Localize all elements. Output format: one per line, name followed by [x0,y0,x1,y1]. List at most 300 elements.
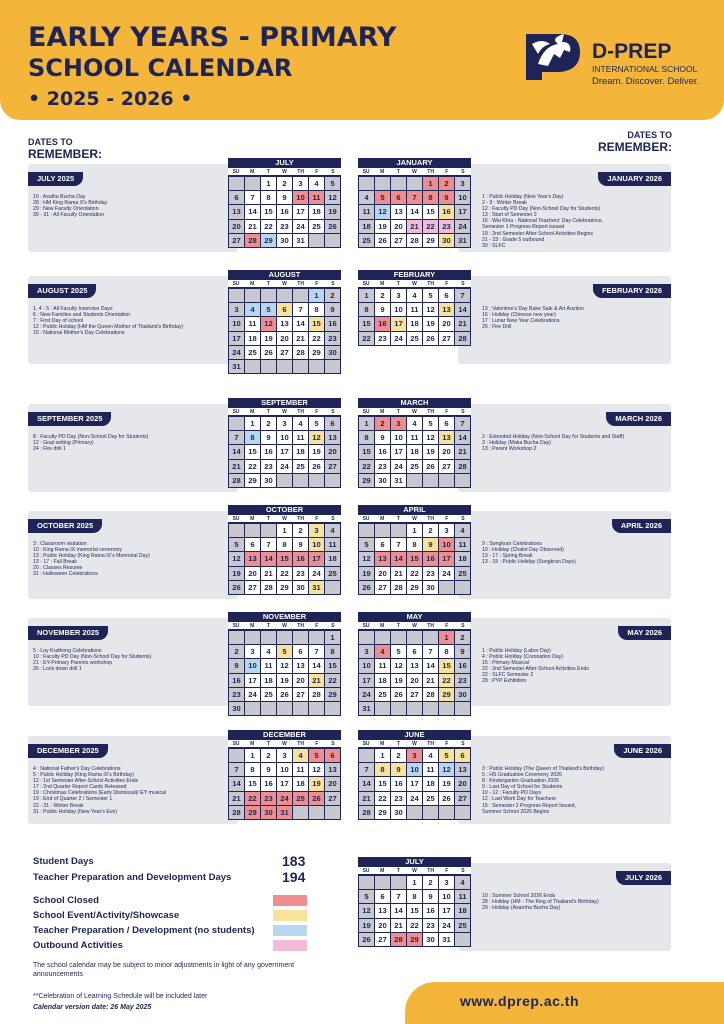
weekday-header [228,515,341,523]
day-cell: 8 [407,890,422,903]
weekday-label: SU [362,623,370,629]
day-cell: 14 [407,205,422,218]
calendar-month-title: JANUARY [396,158,433,167]
month-block-november-left [28,612,345,713]
day-grid [358,523,471,595]
day-cell: 11 [325,538,340,551]
weekday-label: F [315,169,319,175]
weekday-label: M [250,623,255,629]
day-cell: 14 [391,904,406,917]
day-cell: 16 [423,904,438,917]
day-cell: 3 [391,417,406,430]
day-cell: 11 [261,659,276,672]
day-cell: 30 [261,806,276,819]
day-cell: 17 [359,674,374,687]
day-cell: 28 [229,806,244,819]
day-cell: 2 [293,524,308,537]
day-cell: 30 [391,806,406,819]
day-cell: 10 [439,890,454,903]
day-cell: 11 [455,890,470,903]
weekday-label: SU [232,169,240,175]
empty-day-cell [277,360,292,373]
brand-tagline: Dream. Discover. Deliver. [592,76,700,87]
weekday-label: M [250,516,255,522]
day-cell: 29 [375,806,390,819]
empty-day-cell [293,289,308,302]
day-cell: 11 [245,317,260,330]
day-cell: 10 [391,303,406,316]
day-cell: 9 [325,303,340,316]
day-grid [358,176,471,248]
day-cell: 1 [245,749,260,762]
events-list: 8 : Faculty PD Day (Non-School Day for Students) 12 : Goal setting (Primary) 24 : Fire drill 1 [33,434,149,453]
day-cell: 4 [325,524,340,537]
dates-right-small: DATES TO [627,130,672,140]
day-cell: 10 [391,431,406,444]
month-block-december-left [28,730,345,828]
day-cell: 15 [245,777,260,790]
empty-day-cell [261,524,276,537]
month-block-june-right [358,730,671,828]
empty-day-cell [325,234,340,247]
empty-day-cell [261,631,276,644]
empty-day-cell [375,177,390,190]
day-cell: 31 [439,933,454,946]
empty-day-cell [423,631,438,644]
website-link[interactable]: www.dprep.ac.th [460,993,579,1009]
weekday-label: S [331,741,335,747]
day-cell: 9 [439,191,454,204]
day-cell: 25 [261,688,276,701]
day-cell: 26 [375,234,390,247]
day-cell: 12 [391,659,406,672]
day-cell: 4 [423,749,438,762]
day-cell: 25 [407,460,422,473]
day-cell: 16 [325,317,340,330]
day-cell: 2 [375,417,390,430]
weekday-label: T [396,623,400,629]
day-cell: 18 [407,445,422,458]
day-cell: 24 [229,346,244,359]
day-cell: 8 [423,191,438,204]
day-cell: 22 [309,332,324,345]
weekday-label: T [266,516,270,522]
day-cell: 5 [309,417,324,430]
day-cell: 16 [277,205,292,218]
weekday-label: M [380,623,385,629]
day-cell: 4 [261,645,276,658]
day-cell: 24 [293,220,308,233]
day-cell: 4 [359,191,374,204]
weekday-label: F [445,281,449,287]
empty-day-cell [391,876,406,889]
empty-day-cell [325,474,340,487]
empty-day-cell [309,474,324,487]
empty-day-cell [245,289,260,302]
day-cell: 18 [261,674,276,687]
day-cell: 23 [261,792,276,805]
day-cell: 21 [229,460,244,473]
weekday-label: W [412,741,417,747]
day-cell: 5 [423,417,438,430]
empty-day-cell [375,876,390,889]
day-cell: 8 [359,431,374,444]
day-cell: 6 [439,289,454,302]
calendar-month-title: DECEMBER [263,730,306,739]
day-cell: 17 [439,904,454,917]
day-cell: 7 [309,645,324,658]
day-cell: 20 [375,919,390,932]
weekday-label: S [461,516,465,522]
day-cell: 13 [229,205,244,218]
calendar-november [228,612,341,716]
day-cell: 18 [423,777,438,790]
day-cell: 15 [359,317,374,330]
day-cell: 15 [439,659,454,672]
day-cell: 16 [293,552,308,565]
day-cell: 14 [455,303,470,316]
title-line-2: SCHOOL CALENDAR [28,54,293,82]
day-cell: 17 [309,552,324,565]
empty-day-cell [375,524,390,537]
month-block-october-left [28,505,345,603]
day-cell: 23 [277,220,292,233]
month-block-may-right [358,612,671,713]
weekday-label: T [266,281,270,287]
day-cell: 17 [245,674,260,687]
legend-outbound-label: Outbound Activities [33,940,123,951]
day-cell: 17 [439,552,454,565]
day-cell: 28 [229,474,244,487]
day-cell: 2 [325,289,340,302]
events-list: 3 : Public Holiday (The Queen of Thailand's Birthday) 5 : HS Graduation Ceremony 2026 8 : Kindergarten Graduation 2026 9 : Last Day of School for Students 10 - 12 : Faculty PD Days 12 : Last Work Day for Teachers 15 : Semester 2 Progress Report Issued, Summer School 2026 Begins [482,766,604,815]
day-cell: 14 [359,777,374,790]
calendar-july [358,857,471,947]
adjustment-note: The school calendar may be subject to minor adjustments in light of any government announcements [33,962,295,978]
day-cell: 29 [277,581,292,594]
day-cell: 18 [325,552,340,565]
weekday-header [228,622,341,630]
day-cell: 22 [245,792,260,805]
day-grid [228,416,341,488]
weekday-label: W [282,741,287,747]
day-cell: 1 [325,631,340,644]
day-cell: 15 [407,552,422,565]
day-cell: 28 [391,581,406,594]
month-block-march-right [358,398,671,496]
day-grid [358,630,471,716]
empty-day-cell [407,177,422,190]
day-cell: 12 [277,659,292,672]
day-cell: 20 [391,220,406,233]
weekday-label: S [331,281,335,287]
weekday-header [358,168,471,176]
month-tag: JULY 2026 [616,871,671,885]
dates-right-big: REMEMBER: [598,140,672,154]
day-cell: 16 [439,205,454,218]
weekday-label: W [412,516,417,522]
day-cell: 20 [455,777,470,790]
empty-day-cell [309,360,324,373]
day-cell: 6 [229,191,244,204]
weekday-label: W [412,868,417,874]
day-cell: 20 [325,777,340,790]
month-tag: JULY 2025 [28,172,83,186]
day-cell: 2 [423,876,438,889]
day-cell: 22 [261,220,276,233]
weekday-label: M [250,169,255,175]
day-cell: 2 [375,289,390,302]
calendar-july [228,158,341,248]
day-cell: 7 [229,763,244,776]
weekday-header [358,740,471,748]
legend-outbound-swatch [273,940,307,951]
day-cell: 12 [375,205,390,218]
events-list: 1 : Public Holiday (Labor Day) 4 : Public Holiday (Coronation Day) 15 : Primary Musical 22 : 2nd Semester After-School Activities Ends 22 : SLFC Semester 2 29 : PYP Exhibition [482,648,589,685]
day-cell: 19 [375,220,390,233]
weekday-label: T [396,741,400,747]
empty-day-cell [309,631,324,644]
day-cell: 31 [229,360,244,373]
weekday-label: TH [427,623,434,629]
day-cell: 29 [407,933,422,946]
calendar-june [358,730,471,820]
weekday-label: M [380,409,385,415]
day-cell: 2 [261,417,276,430]
day-cell: 8 [375,763,390,776]
day-cell: 13 [375,552,390,565]
day-cell: 26 [325,220,340,233]
day-cell: 3 [359,645,374,658]
day-cell: 28 [309,688,324,701]
day-cell: 18 [455,904,470,917]
day-cell: 19 [423,317,438,330]
day-cell: 15 [423,205,438,218]
day-cell: 27 [407,688,422,701]
day-cell: 13 [293,659,308,672]
weekday-label: SU [362,516,370,522]
day-cell: 10 [293,191,308,204]
weekday-label: M [380,868,385,874]
calendar-may [358,612,471,716]
weekday-label: T [396,516,400,522]
empty-day-cell [293,702,308,715]
day-cell: 14 [229,445,244,458]
day-cell: 17 [455,205,470,218]
day-cell: 14 [293,317,308,330]
day-cell: 18 [309,205,324,218]
day-grid [358,416,471,488]
weekday-label: S [331,409,335,415]
day-cell: 27 [439,460,454,473]
day-cell: 6 [455,749,470,762]
day-cell: 28 [359,806,374,819]
day-cell: 10 [277,431,292,444]
month-block-april-right [358,505,671,603]
day-cell: 5 [423,289,438,302]
weekday-label: M [250,281,255,287]
day-cell: 23 [325,332,340,345]
day-cell: 21 [261,567,276,580]
empty-day-cell [229,417,244,430]
day-cell: 24 [359,688,374,701]
day-cell: 29 [407,581,422,594]
day-cell: 3 [277,417,292,430]
weekday-header [228,740,341,748]
day-cell: 18 [245,332,260,345]
day-cell: 7 [261,538,276,551]
weekday-label: SU [362,868,370,874]
day-cell: 24 [277,792,292,805]
day-cell: 23 [439,220,454,233]
day-cell: 25 [455,919,470,932]
empty-day-cell [407,474,422,487]
day-cell: 13 [277,317,292,330]
day-cell: 26 [423,332,438,345]
day-cell: 15 [245,445,260,458]
day-cell: 25 [423,792,438,805]
day-cell: 29 [245,806,260,819]
day-cell: 28 [261,581,276,594]
weekday-label: SU [232,516,240,522]
events-list: 3 : Classroom visitation 10 : King Rama IX memorial ceremony 13 : Public Holiday (King Rama IX's Memorial Day) 13 - 17 : Fall Break 20 : Classes Resume 31 : Halloween Celebrations [33,541,150,578]
day-cell: 30 [293,581,308,594]
month-block-august-left [28,270,345,371]
calendar-august [228,270,341,374]
teacher-days-label: Teacher Preparation and Development Days [33,872,232,883]
day-cell: 20 [277,332,292,345]
legend-event-swatch [273,910,307,921]
calendar-march [358,398,471,488]
empty-day-cell [359,631,374,644]
month-tag: SEPTEMBER 2025 [28,412,111,426]
empty-day-cell [245,702,260,715]
day-cell: 30 [229,702,244,715]
day-cell: 12 [359,552,374,565]
day-cell: 21 [455,445,470,458]
weekday-label: TH [297,623,304,629]
day-cell: 25 [359,234,374,247]
calendar-september [228,398,341,488]
day-cell: 17 [277,445,292,458]
empty-day-cell [439,581,454,594]
weekday-label: F [315,741,319,747]
calendar-month-title: AUGUST [268,270,301,279]
empty-day-cell [455,581,470,594]
day-cell: 19 [423,445,438,458]
weekday-label: TH [297,169,304,175]
day-cell: 8 [245,431,260,444]
day-cell: 4 [293,749,308,762]
day-cell: 16 [375,445,390,458]
calendar-month-title: JULY [405,857,424,866]
day-cell: 27 [277,346,292,359]
day-cell: 19 [359,567,374,580]
weekday-label: T [266,623,270,629]
empty-day-cell [407,806,422,819]
empty-day-cell [245,631,260,644]
day-cell: 5 [261,303,276,316]
day-cell: 26 [277,688,292,701]
day-cell: 13 [245,552,260,565]
day-cell: 8 [407,538,422,551]
day-cell: 25 [245,346,260,359]
day-cell: 5 [277,645,292,658]
day-cell: 28 [391,933,406,946]
day-cell: 2 [455,631,470,644]
calendar-december [228,730,341,820]
weekday-label: M [250,409,255,415]
day-cell: 13 [325,431,340,444]
weekday-label: F [315,516,319,522]
weekday-label: F [445,741,449,747]
day-cell: 20 [439,317,454,330]
month-tag: JUNE 2026 [614,744,671,758]
day-cell: 27 [455,792,470,805]
day-cell: 24 [277,460,292,473]
weekday-label: SU [362,741,370,747]
teacher-days-value: 194 [282,869,306,885]
month-tag: OCTOBER 2025 [28,519,102,533]
day-cell: 18 [407,317,422,330]
weekday-label: TH [297,281,304,287]
legend-closed-label: School Closed [33,895,99,906]
day-cell: 9 [261,431,276,444]
day-cell: 10 [229,317,244,330]
empty-day-cell [439,702,454,715]
day-cell: 14 [309,659,324,672]
empty-day-cell [293,631,308,644]
day-cell: 27 [375,933,390,946]
weekday-label: W [282,281,287,287]
empty-day-cell [455,806,470,819]
day-cell: 31 [359,702,374,715]
day-cell: 10 [277,763,292,776]
day-cell: 27 [391,234,406,247]
weekday-label: M [250,741,255,747]
weekday-label: F [445,516,449,522]
day-cell: 25 [455,567,470,580]
weekday-label: TH [297,741,304,747]
day-cell: 10 [359,659,374,672]
weekday-label: M [380,516,385,522]
day-cell: 3 [309,524,324,537]
day-cell: 13 [375,904,390,917]
weekday-label: S [461,281,465,287]
events-list: 10 : Summer School 2026 Ends 28 : Holiday (HM - The King of Thailand's Birthday) 29 : Holiday (Asarnha Bucha Day) [482,893,599,912]
weekday-label: S [461,409,465,415]
day-cell: 14 [391,552,406,565]
month-block-february-right [358,270,671,368]
empty-day-cell [391,631,406,644]
day-cell: 4 [407,289,422,302]
day-cell: 26 [391,688,406,701]
day-cell: 6 [325,749,340,762]
day-cell: 8 [261,191,276,204]
day-cell: 3 [455,177,470,190]
day-cell: 1 [423,177,438,190]
day-cell: 20 [439,445,454,458]
calendar-january [358,158,471,248]
day-cell: 9 [391,763,406,776]
weekday-label: T [396,281,400,287]
weekday-label: SU [362,281,370,287]
empty-day-cell [359,524,374,537]
weekday-label: M [380,281,385,287]
day-cell: 4 [455,524,470,537]
weekday-label: S [461,868,465,874]
day-cell: 10 [439,538,454,551]
